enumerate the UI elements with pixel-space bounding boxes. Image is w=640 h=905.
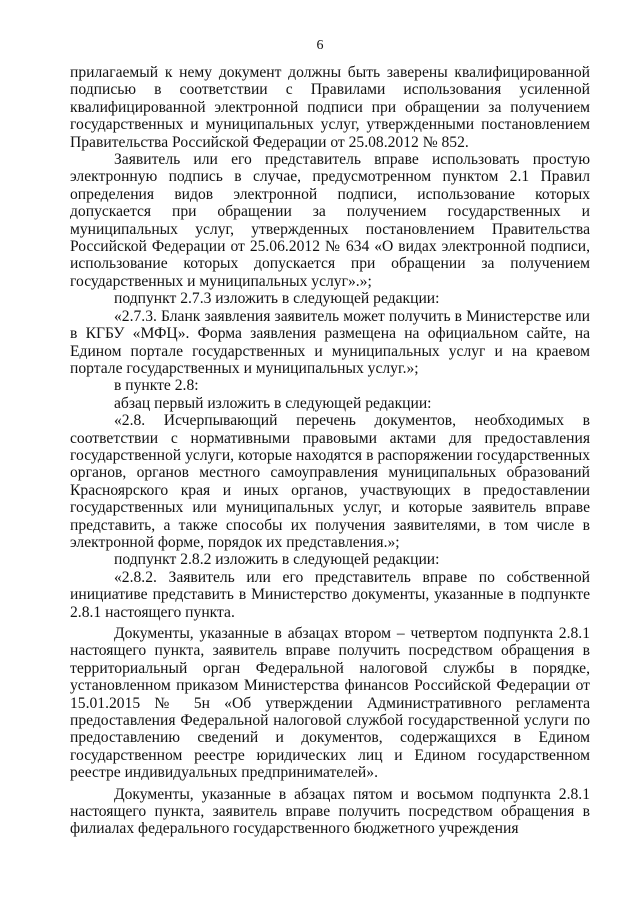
paragraph-4: «2.7.3. Бланк заявления заявитель может получить в Министерстве или в КГБУ «МФЦ». Форма заявления размещена на официальном сайте, на Едином портале государственных и муниципальных услуг и на краевом портале государственных и муниципальных услуг.»; <box>70 307 590 377</box>
paragraph-2: Заявитель или его представитель вправе использовать простую электронную подпись в случае, предусмотренном пунктом 2.1 Правил определения видов электронной подписи, использование которых допускается при обращении за получением государственных и муниципальных услуг, утвержденных постановлением Правительства Российской Федерации от 25.06.2012 № 634 «О видах электронной подписи, использование которых допускается при обращении за получением государственных и муниципальных услуг».»; <box>70 151 590 290</box>
paragraph-7: «2.8. Исчерпывающий перечень документов, необходимых в соответствии с нормативными правовыми актами для предоставления государственной услуги, которые находятся в распоряжении государственных органов, органов местного самоуправления муниципальных образований Красноярского края и иных органов, участвующих в предоставлении государственных или муниципальных услуг, и которые заявитель вправе представить, а также способы их получения заявителями, в том числе в электронной форме, порядок их представления.»; <box>70 412 590 551</box>
paragraph-8: подпункт 2.8.2 изложить в следующей редакции: <box>114 551 440 569</box>
paragraph-9: «2.8.2. Заявитель или его представитель вправе по собственной инициативе представить в Министерство документы, указанные в подпункте 2.8.1 настоящего пункта. <box>70 568 590 621</box>
paragraph-1: прилагаемый к нему документ должны быть заверены квалифицированной подписью в соответствии с Правилами использования усиленной квалифицированной электронной подписи при обращении за получением государственных и муниципальных услуг, утвержденными постановлением Правительства Российской Федерации от 25.08.2012 № 852. <box>70 64 590 151</box>
paragraph-11: Документы, указанные в абзацах пятом и восьмом подпункта 2.8.1 настоящего пункта, заявитель вправе получить посредством обращения в филиалах федерального государственного бюджетного учреждения <box>70 785 590 838</box>
paragraph-3: подпункт 2.7.3 изложить в следующей редакции: <box>114 290 440 308</box>
paragraph-5: в пункте 2.8: <box>114 377 199 395</box>
paragraph-10: Документы, указанные в абзацах втором – четвертом подпункта 2.8.1 настоящего пункта, заявитель вправе получить посредством обращения в территориальный орган Федеральной налоговой службы в порядке, установленном приказом Министерства финансов Российской Федерации от 15.01.2015 № 5н «Об утверждении Административного регламента предоставления Федеральной налоговой службой государственной услуги по предоставлению сведений и документов, содержащихся в Едином государственном реестре юридических лиц и Едином государственном реестре индивидуальных предпринимателей». <box>70 625 590 782</box>
document-body <box>70 64 590 838</box>
page-number: 6 <box>316 38 324 53</box>
paragraph-6: абзац первый изложить в следующей редакции: <box>114 394 432 412</box>
